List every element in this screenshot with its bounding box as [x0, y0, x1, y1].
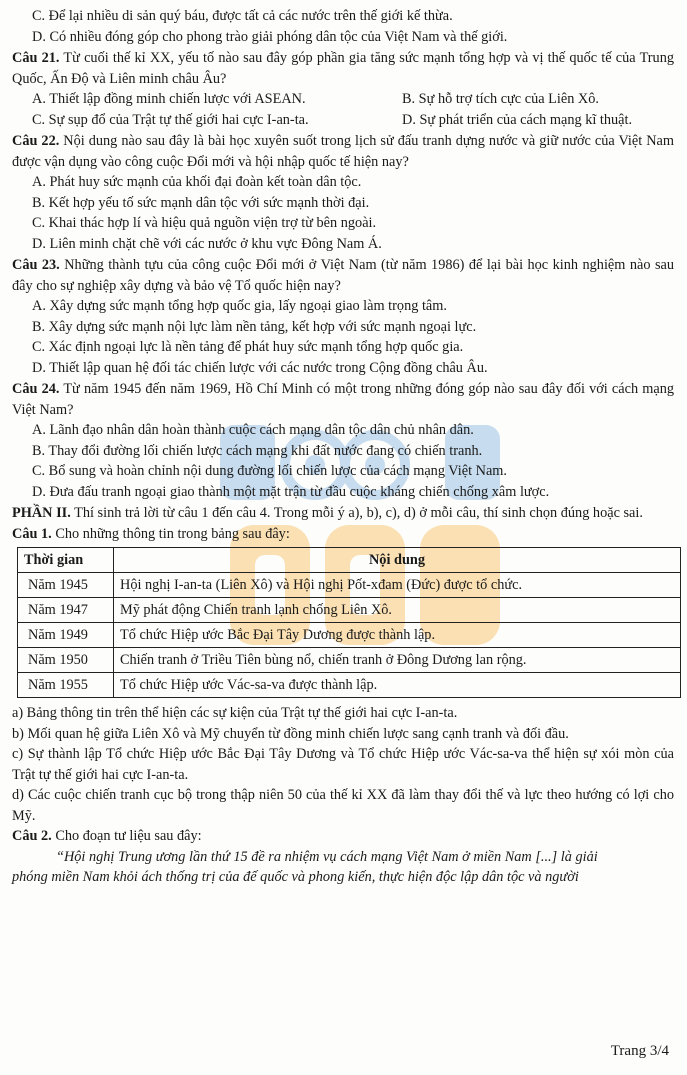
q24-option-a: A. Lãnh đạo nhân dân hoàn thành cuộc cách mạng dân tộc dân chủ nhân dân. — [32, 422, 474, 438]
q22-stem: Câu 22. Nội dung nào sau đây là bài học xuyên suốt trong lịch sử đấu tranh dựng nước và giữ nước của Việt Nam được vận dụng vào công cuộc Đổi mới và hội nhập quốc tế hiện nay? — [12, 133, 675, 170]
table-header-content: Nội dung — [114, 548, 681, 573]
table-header-time: Thời gian — [18, 548, 114, 573]
table-row — [18, 573, 681, 598]
p2q1-stem: Câu 1. Cho những thông tin trong bảng sau đây: — [12, 525, 290, 542]
p2q1-statement-d: d) Các cuộc chiến tranh cục bộ trong thập niên 50 của thế kỉ XX đã làm thay đổi thế và lực theo hướng có lợi cho Mỹ. — [12, 787, 674, 824]
q22-option-b: B. Kết hợp yếu tố sức mạnh dân tộc với sức mạnh thời đại. — [32, 194, 370, 211]
table-row — [18, 598, 681, 623]
q23-stem: Câu 23. Những thành tựu của công cuộc Đổi mới ở Việt Nam (từ năm 1986) để lại bài học kinh nghiệm nào sau đây cho sự nghiệp xây dựng và bảo vệ Tổ quốc hiện nay? — [12, 257, 675, 294]
p2q1-label: Câu 1. — [12, 525, 52, 542]
table-cell-content: Hội nghị I-an-ta (Liên Xô) và Hội nghị Pốt-xđam (Đức) được tổ chức. — [114, 573, 681, 598]
q21-options-row1 — [12, 89, 674, 110]
p2q1-statement-c: c) Sự thành lập Tổ chức Hiệp ước Bắc Đại Tây Dương và Tổ chức Hiệp ước Vác-sa-va thể hiện sự xói mòn của Trật tự thế giới hai cực I-an-ta. — [12, 746, 674, 783]
q20-option-d: D. Có nhiều đóng góp cho phong trào giải phóng dân tộc của Việt Nam và thế giới. — [32, 28, 508, 45]
part2-label: PHẦN II. — [12, 505, 71, 521]
q21-option-c: C. Sự sụp đổ của Trật tự thế giới hai cực I-an-ta. — [32, 111, 309, 128]
table-cell-year: Năm 1950 — [18, 648, 114, 673]
table-cell-year: Năm 1955 — [18, 673, 114, 698]
q23-option-a: A. Xây dựng sức mạnh tổng hợp quốc gia, lấy ngoại giao làm trọng tâm. — [32, 298, 447, 314]
p2q1-statement-a: a) Bảng thông tin trên thể hiện các sự kiện của Trật tự thế giới hai cực I-an-ta. — [12, 705, 458, 721]
table-cell-content: Mỹ phát động Chiến tranh lạnh chống Liên Xô. — [114, 598, 681, 623]
q24-option-b: B. Thay đổi đường lối chiến lược cách mạng khi đất nước đang có chiến tranh. — [32, 442, 483, 459]
table-cell-content: Tổ chức Hiệp ước Vác-sa-va được thành lập. — [114, 673, 681, 698]
q24-stem: Câu 24. Từ năm 1945 đến năm 1969, Hồ Chí Minh có một trong những đóng góp nào sau đây đối với cách mạng Việt Nam? — [12, 381, 674, 418]
table-header-row — [18, 548, 681, 573]
table-cell-year: Năm 1949 — [18, 623, 114, 648]
q23-option-d: D. Thiết lập quan hệ đối tác chiến lược với các nước trong Cộng đồng châu Âu. — [32, 359, 488, 376]
q24-option-d: D. Đưa đấu tranh ngoại giao thành một mặt trận từ đầu cuộc kháng chiến chống xâm lược. — [32, 483, 550, 500]
table-cell-content: Tổ chức Hiệp ước Bắc Đại Tây Dương được thành lập. — [114, 623, 681, 648]
q22-option-a: A. Phát huy sức mạnh của khối đại đoàn kết toàn dân tộc. — [32, 174, 362, 190]
page-number: Trang 3/4 — [610, 1043, 669, 1059]
q24-option-c: C. Bổ sung và hoàn chỉnh nội dung đường lối chiến lược của cách mạng Việt Nam. — [32, 463, 507, 479]
q21-option-a: A. Thiết lập đồng minh chiến lược với ASEAN. — [32, 91, 306, 107]
q22-label: Câu 22. — [12, 133, 60, 149]
table-row — [18, 623, 681, 648]
table-cell-content: Chiến tranh ở Triều Tiên bùng nổ, chiến tranh ở Đông Dương lan rộng. — [114, 648, 681, 673]
events-table — [17, 547, 681, 698]
q22-option-c: C. Khai thác hợp lí và hiệu quả nguồn viện trợ từ bên ngoài. — [32, 215, 377, 231]
part2-instructions: PHẦN II. Thí sinh trả lời từ câu 1 đến câu 4. Trong mỗi ý a), b), c), d) ở mỗi câu, thí sinh chọn đúng hoặc sai. — [12, 505, 643, 521]
q24-label: Câu 24. — [12, 381, 60, 397]
exam-content — [12, 6, 674, 888]
table-row — [18, 673, 681, 698]
q20-option-c: C. Để lại nhiều di sản quý báu, được tất cả các nước trên thế giới kế thừa. — [32, 8, 453, 24]
q21-option-d: D. Sự phát triển của cách mạng kĩ thuật. — [402, 111, 633, 128]
quote-line: phóng miền Nam khỏi ách thống trị của đế quốc và phong kiến, thực hiện độc lập dân tộc và người — [12, 869, 579, 885]
p2q2-label: Câu 2. — [12, 828, 52, 844]
table-cell-year: Năm 1945 — [18, 573, 114, 598]
table-row — [18, 648, 681, 673]
q21-options-row2 — [12, 110, 674, 131]
p2q2-quote — [12, 847, 674, 888]
q23-option-c: C. Xác định ngoại lực là nền tảng để phát huy sức mạnh tổng hợp quốc gia. — [32, 339, 464, 355]
q21-option-b: B. Sự hỗ trợ tích cực của Liên Xô. — [402, 91, 599, 107]
q23-label: Câu 23. — [12, 257, 60, 273]
table-cell-year: Năm 1947 — [18, 598, 114, 623]
q21-stem: Câu 21. Từ cuối thế kỉ XX, yếu tố nào sau đây góp phần gia tăng sức mạnh tổng hợp và vị thế quốc tế của Trung Quốc, Ấn Độ và Liên minh châu Âu? — [12, 50, 675, 87]
p2q2-stem: Câu 2. Cho đoạn tư liệu sau đây: — [12, 828, 202, 844]
p2q1-statement-b: b) Mối quan hệ giữa Liên Xô và Mỹ chuyển từ đồng minh chiến lược sang cạnh tranh và đối đầu. — [12, 725, 569, 742]
q22-option-d: D. Liên minh chặt chẽ với các nước ở khu vực Đông Nam Á. — [32, 235, 382, 252]
q21-label: Câu 21. — [12, 50, 60, 66]
q23-option-b: B. Xây dựng sức mạnh nội lực làm nền tảng, kết hợp với sức mạnh ngoại lực. — [32, 318, 477, 335]
quote-line: “Hội nghị Trung ương lần thứ 15 đề ra nhiệm vụ cách mạng Việt Nam ở miền Nam [...] là giải — [56, 848, 598, 865]
